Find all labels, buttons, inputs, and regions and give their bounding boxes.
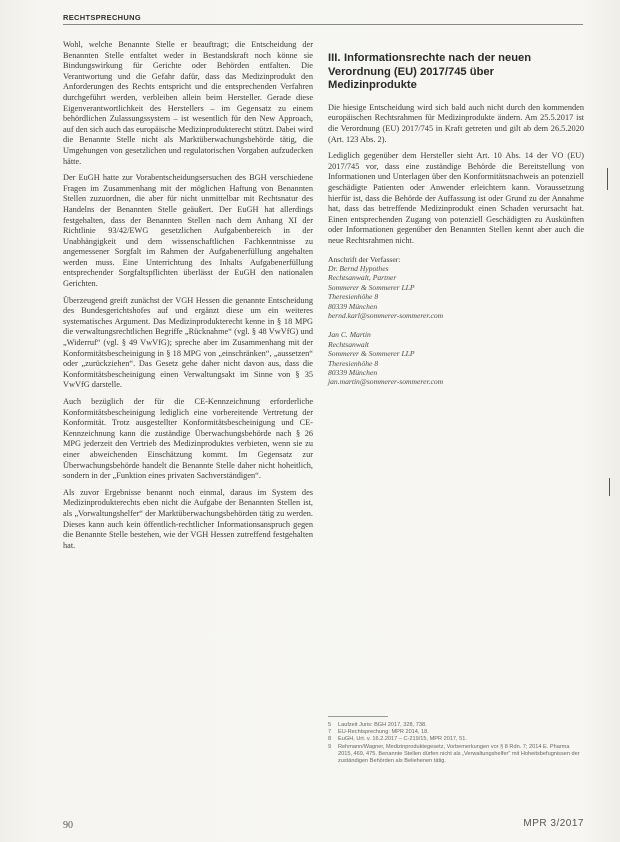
- left-column: [63, 40, 313, 557]
- footnotes: [328, 722, 584, 765]
- author-city: 80339 München: [328, 301, 378, 311]
- footnote-text: EuGH, Urt. v. 16.2.2017 – C-219/15, MPR 2017, 51.: [338, 736, 467, 743]
- author-city: 80339 München: [328, 367, 378, 377]
- footnote-text: EU-Rechtsprechung: MPR 2014, 18.: [338, 729, 429, 736]
- footnote: [328, 722, 584, 729]
- right-column: [328, 40, 584, 397]
- footnote-number: 5: [328, 722, 332, 728]
- author-firm: Sommerer & Sommerer LLP: [328, 282, 415, 292]
- body-paragraph: Die hiesige Entscheidung wird sich bald auch nicht durch den kommenden europäischen Rechtsrahmen für Medizinprodukte ändern. Am 25.5.2017 ist die Verordnung (EU) 2017/745 in Kraft getreten und gilt ab dem 26.5.2020 (Art. 123 Abs. 2).: [328, 102, 584, 144]
- footnote-number: 8: [328, 736, 332, 743]
- author-email-link[interactable]: bernd.karl@sommerer-sommerer.com: [328, 310, 444, 320]
- author-street: Theresienhöhe 8: [328, 358, 379, 368]
- section-heading: [328, 52, 584, 93]
- body-paragraph: Der EuGH hatte zur Vorabentscheidungsersuchen des BGH verschiedene Fragen im Zusammenhang mit der möglichen Haftung von Benannten Stellen zuzuordnen, die aber für nicht unmittelbar mit Rechtsnatur des Handelns der Benannten Stelle geäußert. Der EuGH hat allerdings festgehalten, dass der Benannten Stellen nach dem Anhang XI der Richtlinie 93/42/EWG gesetzlichen Aufgabenbereich in der Unabhängigkeit und dem wissenschaftlichen Fachkenntnisse zu angemessener Sorgfalt im Rahmen der Aufgabenerfüllung angehalten werden muss. Eine Unterrichtung des Inhalts Aufgabenerfüllung entsprechender Sorgfaltspflichten überlässt der EuGH den nationalen Gerichten.: [63, 173, 313, 289]
- author-firm: Sommerer & Sommerer LLP: [328, 349, 415, 359]
- body-paragraph: Lediglich gegenüber dem Hersteller sieht Art. 10 Abs. 14 der VO (EU) 2017/745 vor, dass eine zuständige Behörde die Bereitstellung von Informationen und Unterlagen über den Konformitätsnachweis an potenziell geschädigte Patienten oder Anwender erleichtern kann. Voraussetzung hierfür ist, dass die Behörde der Auffassung ist oder Grund zu der Annahme hat, dass das betreffende Medizinprodukt einen Schaden verursacht hat. Einen entsprechenden Zugang von potenziell Geschädigten zu Auskünften oder Informationen gegenüber den Benannten Stellen kennt aber auch die neue Rechtsrahmen nicht.: [328, 151, 584, 245]
- section-title: Informationsrechte nach der neuen Verordnung (EU) 2017/745 über Medizinprodukte: [328, 52, 532, 92]
- footnote-text: Rehmann/Wagner, Medizinproduktegesetz, Vorbemerkungen vor § 8 Rdn. 7; 2014 E. Pharma 2015, 469, 475. Benannte Stellen dürfen nicht als „Verwaltungshelfer“ mit Hoheitsbefugnissen der zuständigen Behörden als Beliehenen tätig.: [338, 743, 580, 765]
- author-role: Rechtsanwalt, Partner: [328, 273, 397, 283]
- body-paragraph: Auch bezüglich der für die CE-Kennzeichnung erforderliche Konformitätsbescheinigung lediglich eine vorbereitende Vertretung der Konformität. Trotz ausgestellter Konformitätsbescheinigung und CE-Kennzeichnung kann die zuständige Überwachungsbehörde nach § 26 MPG jederzeit den Vertrieb des Medizinproduktes verbieten, wenn sie zu einer abweichenden Einschätzung kommt. Im Gegensatz zur Überwachungsbehörde handelt die Benannte Stelle daher nicht hoheitlich, sondern in der „Funktion eines privaten Sachverständigen“.: [63, 397, 313, 481]
- section-number: III.: [328, 52, 341, 64]
- author-address: [328, 255, 584, 321]
- footnote: [328, 729, 584, 736]
- header-rule: [63, 24, 583, 25]
- body-paragraph: Überzeugend greift zunächst der VGH Hessen die genannte Entscheidung des Bundesgerichtshofes auf und ergänzt diese um ein weiteres systematisches Argument. Das Medizinprodukterecht kenne in § 18 MPG die verwaltungsrechtlichen Begriffe „Rücknahme“ (vgl. § 48 VwVfG) und „Widerruf“ (vgl. § 49 VwVfG); spreche aber im Zusammenhang mit der Konformitätsbescheinigung in § 18 MPG von „einschränken“, „aussetzen“ oder „zurückziehen“. Das Gesetz gehe daher nicht davon aus, dass die Konformitätsbescheinigung einen Verwaltungsakt im Sinne von § 35 VwVfG darstelle.: [63, 295, 313, 390]
- author-street: Theresienhöhe 8: [328, 292, 379, 302]
- page-number: 90: [63, 820, 73, 831]
- footnote: [328, 744, 584, 766]
- footnote-rule: [328, 716, 388, 717]
- author-role: Rechtsanwalt: [328, 339, 369, 349]
- section-header: RECHTSPRECHUNG: [63, 13, 141, 22]
- author-name: Jan C. Martin: [328, 330, 371, 340]
- body-paragraph: Wohl, welche Benannte Stelle er beauftragt; die Entscheidung der Benannten Stelle entfaltet weder in Bestandskraft noch könne sie Bindungswirkung für Gerichte oder Behörden entfalten. Die Verantwortung und die Gefahr dafür, dass das Medizinprodukt den Anforderungen des Rechts entspricht und die entsprechenden Verfahren durchgeführt werden, verbleiben allein beim Hersteller. Gerade diese Eigenverantwortlichkeit des Herstellers – im Gegensatz zu einem behördlichen Zulassungssystem – ist wesentlich für den New Approach, auf den sich auch das europäische Medizinprodukterecht stützt. Dabei wird die Benannte Stelle nicht als Marktüberwachungsbehörde tätig, die Umgehungen von gesetzlichen und regulatorischen Vorgaben aufzudecken hätte.: [63, 40, 313, 166]
- footnote-number: 9: [328, 743, 332, 750]
- journal-issue: MPR 3/2017: [523, 818, 584, 829]
- footnote: [328, 736, 584, 743]
- margin-mark: [609, 478, 610, 496]
- author-name: Dr. Bernd Hypothes: [328, 263, 389, 273]
- address-lead: Anschrift der Verfasser:: [328, 254, 401, 264]
- footnote-text: Laufzeit Juris: BGH 2017, 328, 738.: [338, 722, 427, 728]
- author-email-link[interactable]: jan.martin@sommerer-sommerer.com: [328, 377, 444, 387]
- footnote-number: 7: [328, 729, 332, 736]
- body-paragraph: Als zuvor Ergebnisse benannt noch einmal, daraus im System des Medizinprodukterechts eben nicht die Aufgabe der Benannten Stellen ist, als „Vorwaltungshelfer“ der Marktüberwachungsbehörden tätig zu werden. Dieses kann auch kein öffentlich-rechtlicher Informationsanspruch gegen die Benannte Stelle bestehen, wie der VGH Hessen zutreffend festgehalten hat.: [63, 487, 313, 550]
- author-address: [328, 330, 584, 386]
- margin-mark: [607, 168, 608, 190]
